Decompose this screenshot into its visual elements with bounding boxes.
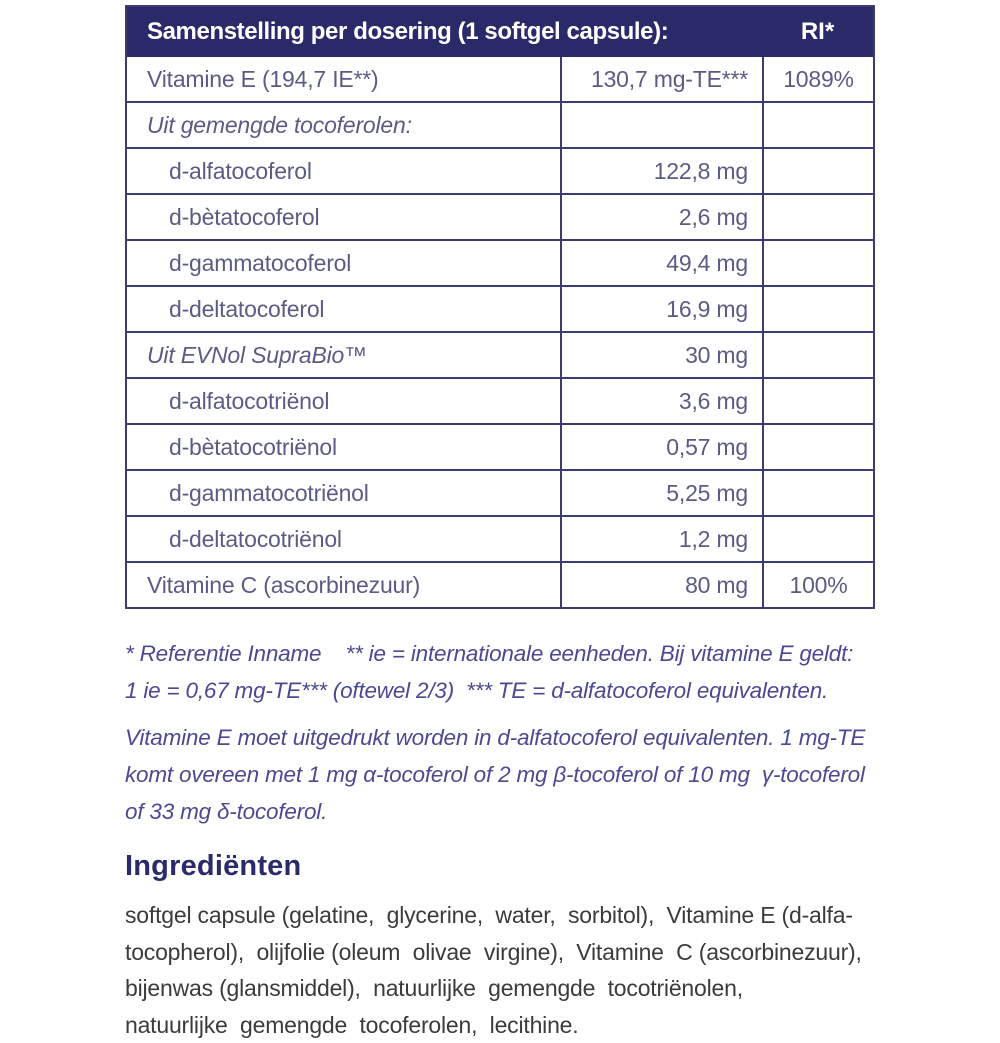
composition-table-header [127, 7, 873, 57]
table-row [127, 147, 873, 193]
ingredients-heading: Ingrediënten [125, 850, 875, 883]
ri-column-header: RI* [762, 18, 873, 46]
ingredients-line: bijenwas (glansmiddel), natuurlijke gemengde tocotriënolen, [125, 970, 875, 1007]
footnote-paragraph [125, 719, 875, 830]
nutrient-ri [762, 103, 873, 147]
nutrient-ri [762, 333, 873, 377]
table-row [127, 57, 873, 101]
composition-table [125, 5, 875, 609]
nutrient-amount: 3,6 mg [560, 379, 762, 423]
footnote-paragraph [125, 635, 875, 709]
table-row [127, 193, 873, 239]
nutrient-ri [762, 287, 873, 331]
footnote-line: * Referentie Inname ** ie = internationale eenheden. Bij vitamine E geldt: [125, 635, 875, 672]
nutrient-amount: 16,9 mg [560, 287, 762, 331]
nutrient-amount: 1,2 mg [560, 517, 762, 561]
footnote-line: 1 ie = 0,67 mg-TE*** (oftewel 2/3) *** TE = d-alfatocoferol equivalenten. [125, 672, 875, 709]
nutrient-amount: 80 mg [560, 563, 762, 607]
nutrient-amount: 122,8 mg [560, 149, 762, 193]
nutrient-name: d-deltatocotriënol [127, 517, 560, 561]
table-row [127, 377, 873, 423]
nutrient-ri [762, 149, 873, 193]
nutrient-amount: 130,7 mg-TE*** [560, 57, 762, 101]
nutrient-name: Uit gemengde tocoferolen: [127, 103, 560, 147]
nutrient-amount: 0,57 mg [560, 425, 762, 469]
nutrient-ri: 1089% [762, 57, 873, 101]
ingredients-body [125, 897, 875, 1043]
footnotes [125, 635, 875, 830]
nutrient-name: d-alfatocotriënol [127, 379, 560, 423]
nutrient-ri [762, 241, 873, 285]
nutrient-name: d-bètatocoferol [127, 195, 560, 239]
label-sheet [125, 5, 875, 1043]
nutrient-ri: 100% [762, 563, 873, 607]
nutrient-name: d-deltatocoferol [127, 287, 560, 331]
nutrient-name: d-alfatocoferol [127, 149, 560, 193]
nutrient-ri [762, 471, 873, 515]
nutrient-name: Vitamine C (ascorbinezuur) [127, 563, 560, 607]
table-row [127, 331, 873, 377]
table-row [127, 101, 873, 147]
ingredients-line: natuurlijke gemengde tocoferolen, lecithine. [125, 1007, 875, 1043]
nutrient-ri [762, 517, 873, 561]
footnote-line: Vitamine E moet uitgedrukt worden in d-alfatocoferol equivalenten. 1 mg-TE [125, 719, 875, 756]
nutrient-name: Vitamine E (194,7 IE**) [127, 57, 560, 101]
table-title: Samenstelling per dosering (1 softgel capsule): [127, 18, 668, 46]
ingredients-line: tocopherol), olijfolie (oleum olivae virgine), Vitamine C (ascorbinezuur), [125, 934, 875, 971]
nutrient-amount: 2,6 mg [560, 195, 762, 239]
nutrient-amount: 30 mg [560, 333, 762, 377]
table-row [127, 423, 873, 469]
nutrient-name: Uit EVNol SupraBio™ [127, 333, 560, 377]
nutrient-amount: 49,4 mg [560, 241, 762, 285]
nutrient-name: d-gammatocoferol [127, 241, 560, 285]
nutrient-ri [762, 425, 873, 469]
table-row [127, 561, 873, 607]
nutrient-amount [560, 103, 762, 147]
nutrient-name: d-gammatocotriënol [127, 471, 560, 515]
table-row [127, 515, 873, 561]
ingredients-line: softgel capsule (gelatine, glycerine, water, sorbitol), Vitamine E (d-alfa- [125, 897, 875, 934]
nutrient-ri [762, 379, 873, 423]
table-row [127, 469, 873, 515]
nutrient-name: d-bètatocotriënol [127, 425, 560, 469]
footnote-line: of 33 mg δ-tocoferol. [125, 793, 875, 830]
footnote-line: komt overeen met 1 mg α-tocoferol of 2 mg β-tocoferol of 10 mg γ-tocoferol [125, 756, 875, 793]
table-row [127, 239, 873, 285]
nutrient-ri [762, 195, 873, 239]
table-row [127, 285, 873, 331]
nutrient-amount: 5,25 mg [560, 471, 762, 515]
